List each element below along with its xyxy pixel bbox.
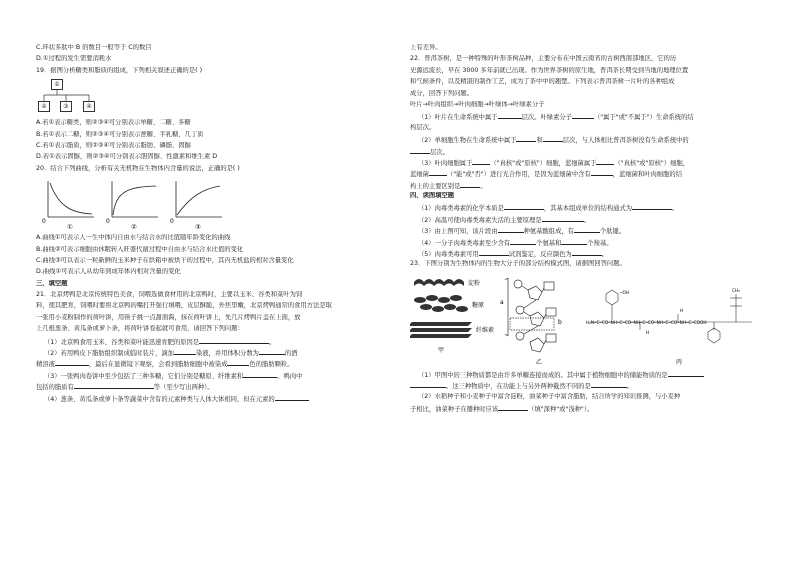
section-3-heading: 三、填空题 [36, 279, 68, 287]
glycogen-label: 糖原 [472, 301, 485, 309]
q22-stem-1: 22．普洱茶树，是一种特殊的叶形茶树品种，主要分布在中国云南省的古树西南部地区，它的历 [410, 55, 677, 63]
answer-blank[interactable] [510, 238, 536, 245]
answer-blank[interactable] [543, 135, 563, 142]
q22-sub-1-cont: 构层次。 [410, 123, 436, 131]
q20-curves-figure [36, 177, 384, 232]
tree-node-1: ① [51, 79, 63, 90]
answer-blank[interactable] [275, 394, 309, 401]
toxin-sub-4: （4）一分子肉毒类毒素至少含有 个氨基和 个羧基。 [418, 239, 613, 247]
q21-sub-3: （3）一张鸭肉卷饼中至少包括了三种多糖，它们分别是糖原、纤维素和 。鸭肉中 [44, 372, 303, 380]
q21-stem-4: 上几根葱条、黄瓜条或萝卜条，将荷叶饼卷起就可食用，请回答下列问题： [36, 325, 244, 333]
figure-bing-label: 丙 [676, 358, 683, 366]
answer-blank[interactable] [55, 359, 89, 366]
q19-option-a: A.若①表示糖类，则②③④可分别表示单糖、二糖、多糖 [36, 119, 191, 127]
origin-label-1: 0 [42, 218, 46, 226]
q22-sub-3-cont: 蓝细菌 （"能"或"否"）进行光合作用，是因为蓝细菌中含有 ，蓝细菌和叶肉细胞的结 [410, 171, 682, 179]
starch-chain [414, 279, 464, 286]
label-b: b [558, 318, 562, 326]
q23-stem: 23．下图分别为生物体内的生物大分子的部分结构模式图，请据图回答问题。 [410, 260, 626, 268]
q21-sub-2-cont: 精溶液 ，最后在显微镜下观察，会看到脂肪细胞中被染成 色的脂肪颗粒。 [36, 361, 294, 369]
q23-sub-2-cont: 子相比，油菜种子在播种时应该 （填"深种"或"浅种"）。 [410, 405, 594, 413]
q19-option-d: D.若①表示固醇，则②③④可分别表示胆固醇、性激素和维生素 D [36, 153, 218, 161]
section-4-heading: 四、读图填空题 [410, 192, 455, 200]
q22-chain: 叶片→叶肉组织→叶肉细胞→叶绿体→叶绿素分子 [410, 100, 545, 108]
q22-sub-1: （1）叶片在生命系统中属于 层次。叶绿素分子 （"属于"或"不属于"）生命系统的结 [418, 114, 694, 122]
toxin-sub-3: （3）由上图可知，该片段由 种氨基酸组成，有 个肽键。 [418, 228, 626, 236]
curve-label-1: ① [67, 223, 73, 232]
figure-jia-label: 甲 [438, 346, 445, 354]
tree-node-3: ③ [60, 101, 72, 112]
answer-blank[interactable] [259, 348, 285, 355]
right-column [410, 44, 762, 415]
answer-blank[interactable] [668, 370, 704, 377]
q22-sub-2: （2）单细胞生物在生命系统中属于 和 层次，与人体相比普洱茶树没有生命系统中的 [418, 137, 689, 145]
q22-stem-4: 成分，回答下列问题。 [410, 89, 473, 97]
q20-option-d: D.曲线①可表示人从幼年到成年体内相对含量的变化 [36, 268, 181, 276]
cellulose-strands [410, 322, 472, 338]
q19-option-c: C.若①表示脂质，则②③④可分别表示脂肪、磷脂、固醇 [36, 141, 191, 149]
answer-blank[interactable] [498, 404, 528, 411]
q20-option-a: A.曲线①可表示人一生中体内自由水与结合水的比值随年龄变化的曲线 [36, 234, 231, 242]
answer-blank[interactable] [410, 381, 446, 388]
left-column [36, 44, 384, 405]
answer-blank[interactable] [227, 359, 249, 366]
label-a: a [500, 298, 504, 306]
answer-blank[interactable] [591, 381, 627, 388]
svg-text:CH₃: CH₃ [732, 287, 740, 293]
option-c-prev: C.环状多肽中 B 的数目一般等于 C的数目 [36, 44, 152, 51]
q23-figure [410, 274, 762, 368]
cellulose-label: 纤维素 [476, 326, 495, 334]
starch-label: 淀粉 [468, 279, 481, 287]
origin-label-3: 0 [170, 218, 174, 226]
answer-blank[interactable] [561, 238, 587, 245]
origin-label-2: 0 [106, 218, 110, 226]
q21-stem-2: 料，使其肥育，饲喂时要将北京鸭的嘴打开强行填喂，皮层酥脆，外焦里嫩，北京烤鸭通常的食用方法是取 [36, 302, 332, 310]
q21-stem-1: 21．北京烤鸭是北京传统特色美食，饲喂选做食材用的北京鸭时，主要以玉米、谷类和菜叶为饲 [36, 291, 303, 299]
answer-blank[interactable] [591, 169, 613, 176]
q22-sub-3: （3）叶肉细胞属于 （"真核"或"原核"）细胞，蓝细菌属于 （"真核"或"原核"）细胞， [418, 159, 689, 167]
curve-label-2: ② [131, 223, 137, 232]
peptide-chain [590, 287, 752, 343]
q22-sub-3-cont2: 构上的主要区别是 。 [410, 182, 487, 190]
q21-continuation: 上有差异。 [410, 44, 442, 51]
answer-blank[interactable] [174, 348, 196, 355]
tree-node-2: ② [38, 101, 50, 112]
answer-blank[interactable] [596, 158, 614, 165]
answer-blank[interactable] [243, 371, 277, 378]
q20-stem: 20．结合下列曲线，分析有关无机物在生物体内含量的说法，正确的是( ) [36, 164, 240, 172]
tree-node-4: ④ [83, 101, 95, 112]
answer-blank[interactable] [199, 337, 269, 344]
answer-blank[interactable] [498, 226, 524, 233]
q23-sub-1-cont: 。这三种物质中，在功能上与另外两种截然不同的是 。 [410, 381, 762, 392]
answer-blank[interactable] [460, 181, 480, 188]
answer-blank[interactable] [572, 249, 602, 256]
nucleotide-chain [505, 278, 556, 352]
answer-blank[interactable] [632, 203, 672, 210]
q23-sub-2: （2）水稻种子和小麦种子中富含淀粉，油菜种子中富含脂肪，结合所学的知识推测，与小麦种 [418, 392, 681, 400]
q21-sub-3-cont: 包括的脂质有 等（至少写出两种）。 [36, 384, 214, 392]
q21-stem-3: 一张用小麦粉制作的荷叶饼，用筷子挑一点甜面酱，抹在荷叶饼上，先几片烤鸭片盖在上面，放 [36, 313, 301, 321]
glycogen-branches [414, 295, 468, 312]
toxin-sub-1: （1）肉毒类毒素的化学本质是 ，其基本组成单位的结构通式为 。 [418, 205, 679, 213]
svg-text:H: H [646, 329, 650, 335]
q21-sub-2: （2）若用鸭皮下脂肪组织制成临时装片，滴加 染液，并用体积分数为 的酒 [44, 350, 298, 358]
figure-yi-label: 乙 [536, 358, 543, 366]
q21-sub-1: （1）北京鸭食用玉米、谷类和菜叶能迅速育肥的原因是 。 [44, 338, 276, 346]
curve-label-3: ③ [195, 223, 201, 232]
macromolecule-structures [410, 274, 762, 368]
answer-blank[interactable] [542, 215, 584, 222]
q23-sub-1: （1）甲图中的三种物质都是由许多单糖连接而成的。其中属于植物细胞中的储能物质的是 [410, 370, 762, 381]
q19-stem: 19．据图分析糖类和脂质的组成，下列相关叙述正确的是( ) [36, 66, 203, 74]
three-curves [36, 177, 266, 232]
answer-blank[interactable] [74, 382, 154, 389]
answer-blank[interactable] [504, 203, 544, 210]
toxin-sub-5: （5）肉毒类毒素可用 试剂鉴定，反应颜色为 。 [418, 251, 608, 259]
answer-blank[interactable] [574, 226, 600, 233]
answer-blank[interactable] [472, 158, 490, 165]
q20-option-b: B.曲线②可表示细胞由休眠转入旺盛代谢过程中自由水与结合水比值的变化 [36, 245, 244, 253]
peptide-backbone-text: H₂N─C─CO─NH─C─CO─NH─C─CO─NH─C─CO─NH─C─COOH [586, 319, 707, 325]
q19-tree-diagram [40, 79, 384, 117]
answer-blank[interactable] [498, 112, 522, 119]
svg-text:H: H [680, 307, 684, 313]
answer-blank[interactable] [429, 169, 447, 176]
q22-stem-2: 史源远流长，早在 3000 多年前就已出现。作为世界茶树的原生地，普洱茶长期受到当地的地理位置 [410, 66, 689, 74]
answer-blank[interactable] [516, 135, 536, 142]
toxin-sub-2: （2）高温可使肉毒类毒素失活的主要原理是 。 [418, 216, 590, 224]
option-d-prev: D.①过程的发生需要消耗水 [36, 55, 112, 63]
answer-blank[interactable] [572, 112, 594, 119]
q20-option-c: C.曲线③可以表示一粒新鲜的玉米种子在烘箱中被烘干的过程中，其内无机盐的相对含量变化 [36, 256, 294, 264]
q22-sub-2-cont: 层次。 [410, 147, 762, 158]
q19-option-b: B.若①表示二糖，则②③④可分别表示蔗糖、半乳糖、几丁质 [36, 130, 204, 138]
answer-blank[interactable] [410, 147, 430, 154]
q21-sub-4: （4）葱条、黄瓜条或萝卜条等蔬菜中含有的元素种类与人体大体相同，但在元素的 [36, 394, 384, 405]
svg-text:─OH: ─OH [620, 289, 629, 295]
q22-stem-3: 和气候条件，以及精湛的制作工艺，成为了茶中中的翘楚。下列表示普洱茶树一片叶的各种组成 [410, 78, 675, 86]
answer-blank[interactable] [479, 249, 509, 256]
